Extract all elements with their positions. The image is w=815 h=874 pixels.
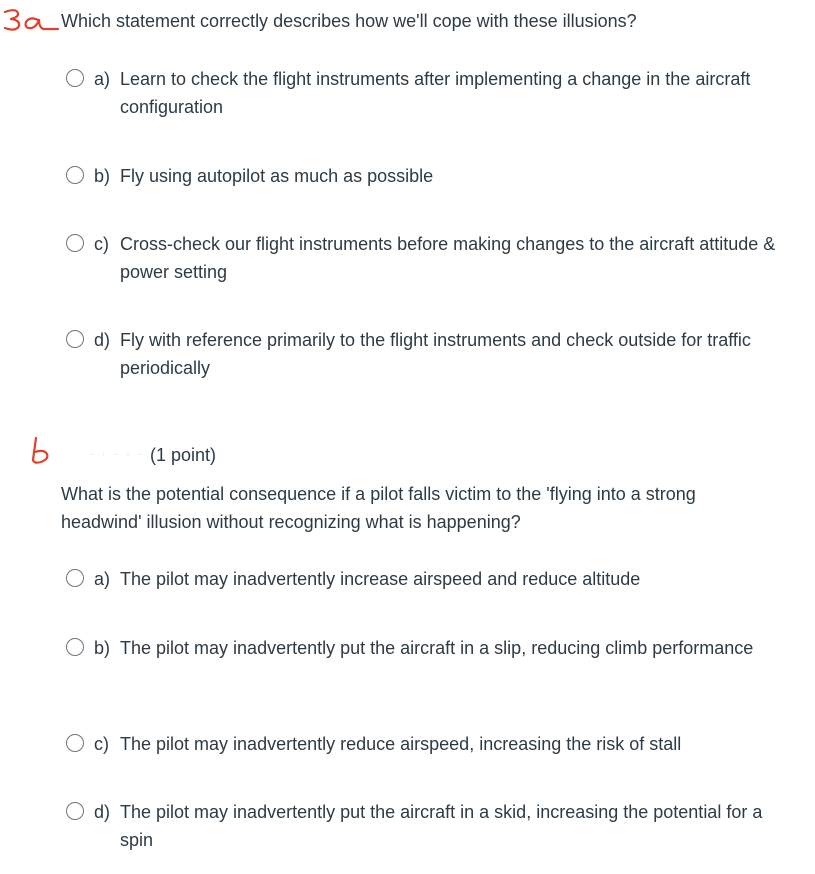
q2-option-a[interactable] — [66, 565, 786, 593]
q2-option-b[interactable] — [66, 634, 786, 662]
option-letter: a) — [94, 69, 111, 89]
radio-button[interactable] — [66, 69, 84, 87]
radio-button[interactable] — [66, 166, 84, 184]
option-label[interactable]: The pilot may inadvertently reduce airspeed, increasing the risk of stall — [120, 734, 682, 754]
q1-option-c[interactable] — [66, 230, 786, 286]
radio-button[interactable] — [66, 802, 84, 820]
handwritten-question-mark-3a — [2, 8, 62, 34]
option-label[interactable]: The pilot may inadvertently put the aircraft in a skid, increasing the potential for a spin — [120, 802, 763, 850]
q1-option-d[interactable] — [66, 326, 786, 382]
option-label[interactable]: Cross-check our flight instruments before making changes to the aircraft attitude & power setting — [120, 234, 776, 282]
option-letter: d) — [94, 802, 111, 822]
question-2-text: What is the potential consequence if a pilot falls victim to the 'flying into a strong headwind' illusion without recognizing what is happening? — [61, 484, 696, 532]
radio-button[interactable] — [66, 569, 84, 587]
option-label[interactable]: Fly using autopilot as much as possible — [120, 166, 434, 186]
option-letter: b) — [94, 638, 111, 658]
option-label[interactable]: The pilot may inadvertently increase airspeed and reduce altitude — [120, 569, 641, 589]
option-letter: d) — [94, 330, 111, 350]
option-label[interactable]: Learn to check the flight instruments after implementing a change in the aircraft configuration — [120, 69, 751, 117]
radio-button[interactable] — [66, 638, 84, 656]
radio-button[interactable] — [66, 734, 84, 752]
option-letter: c) — [94, 734, 109, 754]
question-2-points: (1 point) — [150, 445, 217, 465]
option-label[interactable]: Fly with reference primarily to the flight instruments and check outside for traffic periodically — [120, 330, 751, 378]
option-letter: a) — [94, 569, 111, 589]
handwritten-question-mark-b — [30, 436, 54, 466]
radio-button[interactable] — [66, 234, 84, 252]
option-letter: b) — [94, 166, 111, 186]
option-letter: c) — [94, 234, 109, 254]
question-1-text: Which statement correctly describes how we'll cope with these illusions? — [61, 11, 637, 31]
radio-button[interactable] — [66, 330, 84, 348]
obscured-header-dots: · · · · · · — [90, 449, 157, 460]
option-label[interactable]: The pilot may inadvertently put the aircraft in a slip, reducing climb performance — [120, 638, 754, 658]
q2-option-d[interactable] — [66, 798, 786, 854]
q1-option-a[interactable] — [66, 65, 786, 121]
q2-option-c[interactable] — [66, 730, 786, 758]
q1-option-b[interactable] — [66, 162, 786, 190]
